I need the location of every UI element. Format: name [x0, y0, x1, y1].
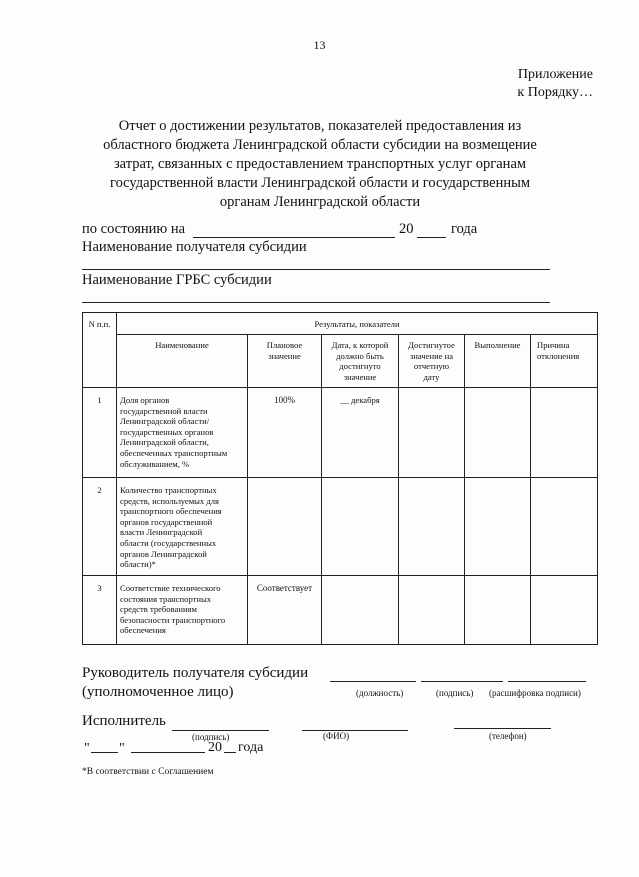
header-text: дату	[423, 371, 440, 382]
title-line: областного бюджета Ленинградской области субсидии на возмещение	[103, 137, 537, 153]
header-text: отклонения	[537, 350, 580, 361]
grbs-label: Наименование ГРБС субсидии	[82, 272, 272, 288]
status-year-prefix: 20	[399, 221, 414, 237]
recipient-field[interactable]	[82, 269, 550, 270]
header-text: отчетную	[413, 361, 450, 372]
row-achieved-value[interactable]	[399, 478, 465, 576]
header-text: должно быть	[336, 350, 384, 361]
header-text: Дата, к которой	[331, 340, 389, 350]
row-completion[interactable]	[465, 478, 531, 576]
date-month-field[interactable]	[131, 752, 205, 753]
row-name-line: государственной власти	[120, 405, 208, 416]
header-results-group: Результаты, показатели	[117, 313, 598, 335]
row-plan-value[interactable]	[248, 478, 322, 576]
phone-caption: (телефон)	[489, 731, 527, 741]
head-of-recipient-label: Руководитель получателя субсидии	[82, 665, 309, 681]
appendix-line-2: к Порядку…	[517, 85, 593, 100]
row-name-line: области (государственных	[120, 537, 217, 548]
header-text: значение	[268, 350, 301, 361]
head-decoding-field[interactable]	[508, 681, 586, 682]
executor-sign-caption: (подпись)	[192, 732, 230, 742]
status-year-suffix: года	[451, 221, 478, 237]
header-completion	[465, 335, 531, 388]
row-name-line: государственных органов	[120, 426, 214, 437]
title-line: затрат, связанных с предоставлением транспортных услуг органам	[113, 156, 527, 172]
header-text: достигнуто	[339, 361, 381, 372]
date-quote-close: "	[119, 741, 125, 756]
row-number: 3	[83, 576, 117, 645]
grbs-field[interactable]	[82, 302, 550, 303]
row-number: 1	[83, 388, 117, 478]
row-achieved-value[interactable]	[399, 576, 465, 645]
page-number: 13	[313, 38, 326, 52]
recipient-label: Наименование получателя субсидии	[82, 239, 307, 255]
results-table	[82, 312, 598, 645]
decoding-caption: (расшифровка подписи)	[489, 688, 581, 698]
row-name-line: Количество транспортных	[120, 485, 217, 495]
executor-sign-field[interactable]	[172, 730, 269, 731]
row-completion[interactable]	[465, 576, 531, 645]
header-plan	[248, 335, 322, 388]
row-completion[interactable]	[465, 388, 531, 478]
date-year-field[interactable]	[224, 752, 236, 753]
header-text: значение	[343, 371, 377, 382]
row-name	[117, 478, 248, 576]
authorized-person-label: (уполномоченное лицо)	[82, 684, 234, 700]
row-name-line: области)*	[120, 559, 156, 570]
footnote: *В соответствии с Соглашением	[82, 767, 214, 777]
row-name-line: обслуживанием, %	[120, 458, 190, 469]
head-sign-field[interactable]	[421, 681, 503, 682]
row-number: 2	[83, 478, 117, 576]
row-name	[117, 576, 248, 645]
title-line: органам Ленинградской области	[219, 194, 421, 210]
row-deviation-reason[interactable]	[531, 478, 598, 576]
row-name-line: средств требованиям	[120, 604, 197, 615]
row-plan-value: Соответствует	[248, 576, 322, 645]
executor-phone-field[interactable]	[454, 728, 551, 729]
row-name-line: транспортного обеспечения	[120, 506, 222, 517]
header-text: Выполнение	[474, 340, 521, 350]
header-achieved	[399, 335, 465, 388]
header-target-date	[322, 335, 399, 388]
row-name	[117, 388, 248, 478]
row-name-line: органов государственной	[120, 516, 213, 527]
row-target-date[interactable]	[322, 478, 399, 576]
table-header-row	[83, 313, 598, 335]
header-row-number: N п.п.	[83, 313, 117, 388]
header-deviation-reason	[531, 335, 598, 388]
row-name-line: Доля органов	[120, 395, 170, 405]
row-name-line: Соответствие технического	[120, 583, 221, 593]
appendix-line-1: Приложение	[517, 67, 593, 82]
date-year-prefix: 20	[208, 740, 222, 755]
executor-label: Исполнитель	[82, 713, 166, 729]
row-plan-value: 100%	[248, 388, 322, 478]
executor-fio-field[interactable]	[302, 730, 408, 731]
header-text: Достигнутое	[408, 340, 455, 350]
header-text: значение на	[409, 350, 454, 361]
header-text: Наименование	[155, 340, 209, 350]
table-row	[83, 478, 598, 576]
row-target-date[interactable]	[322, 576, 399, 645]
row-name-line: власти Ленинградской	[120, 527, 203, 538]
row-name-line: безопасности транспортного	[120, 614, 226, 625]
date-day-field[interactable]	[91, 752, 118, 753]
table-row	[83, 576, 598, 645]
fio-caption: (ФИО)	[323, 731, 350, 741]
row-achieved-value[interactable]	[399, 388, 465, 478]
row-name-line: состояния транспортных	[120, 593, 212, 604]
row-name-line: средств, используемых для	[120, 495, 219, 506]
row-deviation-reason[interactable]	[531, 388, 598, 478]
sign-caption: (подпись)	[436, 688, 474, 698]
header-text: Плановое	[266, 340, 303, 350]
status-year-field[interactable]	[417, 237, 446, 238]
status-date-field[interactable]	[193, 237, 395, 238]
date-quote-open: "	[84, 741, 90, 756]
position-caption: (должность)	[356, 688, 404, 698]
date-year-suffix: года	[238, 740, 264, 755]
table-row	[83, 388, 598, 478]
row-name-line: Ленинградской области/	[120, 416, 210, 427]
title-line: Отчет о достижении результатов, показателей предоставления из	[118, 118, 522, 134]
header-text: Причина	[537, 340, 570, 350]
row-name-line: Ленинградской области,	[120, 437, 209, 448]
header-name	[117, 335, 248, 388]
row-name-line: органов Ленинградской	[120, 548, 207, 559]
status-label: по состоянию на	[82, 221, 186, 237]
row-target-date: __ декабря	[322, 388, 399, 478]
row-name-line: обеспеченных транспортным	[120, 447, 228, 458]
row-deviation-reason[interactable]	[531, 576, 598, 645]
document-title	[70, 117, 570, 212]
position-field[interactable]	[330, 681, 416, 682]
appendix-note	[517, 66, 593, 102]
title-line: государственной власти Ленинградской области и государственным	[109, 175, 531, 191]
table-subheader-row	[83, 335, 598, 388]
row-name-line: обеспечения	[120, 625, 166, 636]
